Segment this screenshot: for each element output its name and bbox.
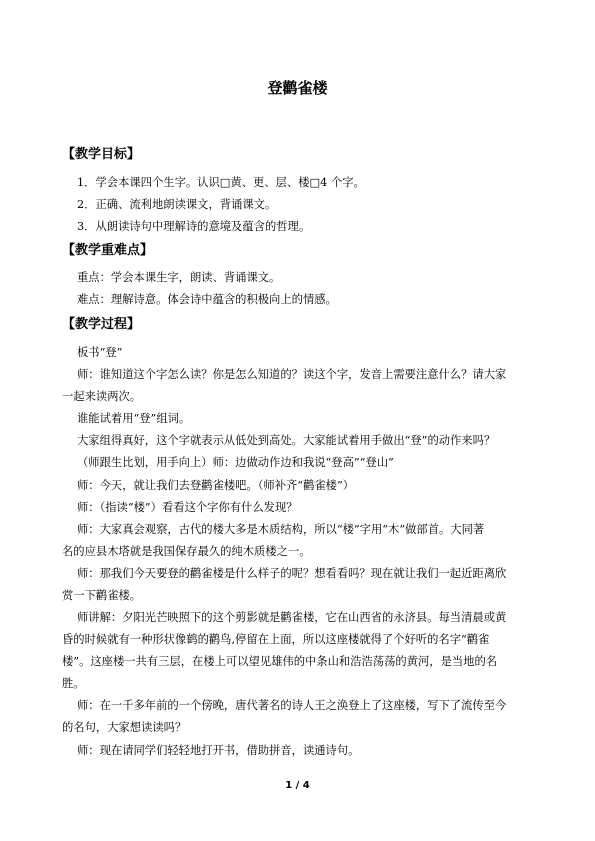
process-line: 赏一下鹳雀楼。 [62,589,142,602]
process-line: 胜。 [62,677,85,690]
process-line: 师：谁知道这个字怎么读？你是怎么知道的？读这个字，发音上需要注意什么？请大家 [77,368,507,381]
process-line: 师：现在请同学们轻轻地打开书，借助拼音，读通诗句。 [77,744,360,757]
section-heading-objectives: 【教学目标】 [62,147,141,162]
process-line: 师讲解：夕阳光芒映照下的这个剪影就是鹳雀楼，它在山西省的永济县。每当清晨或黄 [77,611,507,624]
process-line: 师：（指读“楼”）看看这个字你有什么发现？ [77,501,298,514]
process-line: 的名句，大家想读读吗？ [62,721,187,734]
process-line: 板书“登” [77,346,123,359]
process-line: 昏的时候就有一种形状像鹤的鹳鸟,停留在上面，所以这座楼就得了个好听的名字“鹳雀 [62,633,490,646]
section-heading-process: 【教学过程】 [62,317,141,332]
objective-line: 3．从朗读诗句中理解诗的意境及蕴含的哲理。 [77,220,311,233]
process-line: 一起来读两次。 [62,390,142,403]
process-line: 师：那我们今天要登的鹳雀楼是什么样子的呢？想看看吗？现在就让我们一起近距离欣 [77,567,507,580]
process-line: 师：今天，就让我们去登鹳雀楼吧。（师补齐“鹳雀楼”） [77,479,355,492]
key-point-line: 难点：理解诗意。体会诗中蕴含的积极向上的情感。 [77,293,337,306]
process-line: 师：在一千多年前的一个傍晚，唐代著名的诗人王之涣登上了这座楼，写下了流传至今 [77,699,507,712]
key-point-line: 重点：学会本课生字，朗读、背诵课文。 [77,271,281,284]
process-line: （师跟生比划，用手向上）师：边做动作边和我说“登高”“登山” [77,456,394,469]
page-number: 1 / 4 [285,780,310,791]
process-line: 师：大家真会观察，古代的楼大多是木质结构，所以“楼”字用“木”做部首。大同著 [77,523,485,536]
process-line: 名的应县木塔就是我国保存最久的纯木质楼之一。 [62,545,311,558]
process-line: 谁能试着用“登”组词。 [77,412,191,425]
process-line: 楼”。这座楼一共有三层，在楼上可以望见雄伟的中条山和浩浩荡荡的黄河，是当地的名 [62,655,498,668]
section-heading-key-points: 【教学重难点】 [62,243,154,258]
document-title: 登鹳雀楼 [267,79,328,97]
process-line: 大家组得真好，这个字就表示从低处到高处。大家能试着用手做出“登”的动作来吗？ [77,434,496,447]
objective-line: 2．正确、流利地朗读课文，背诵课文。 [77,198,277,211]
objective-line: 1．学会本课四个生字。认识□黄、更、层、楼□4 个字。 [77,176,365,189]
